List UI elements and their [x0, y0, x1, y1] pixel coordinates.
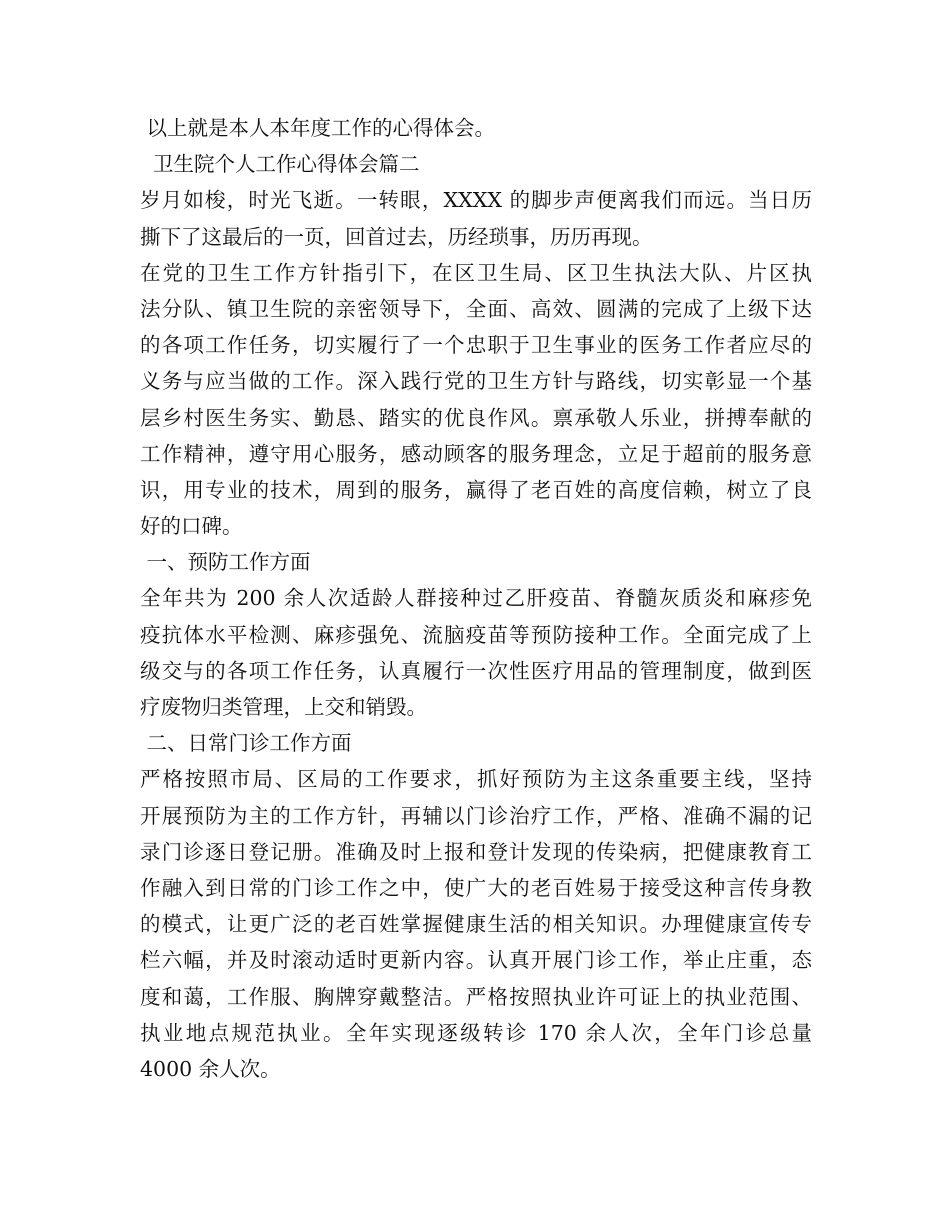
text-line: 度和蔼，工作服、胸牌穿戴整洁。严格按照执业许可证上的执业范围、 — [140, 984, 812, 1009]
text-line: 开展预防为主的工作方针，再辅以门诊治疗工作，严格、准确不漏的记 — [140, 803, 812, 828]
text-line: 好的口碑。 — [140, 514, 243, 539]
text-line: 识，用专业的技术，周到的服务，赢得了老百姓的高度信赖，树立了良 — [140, 477, 812, 502]
text-line: 的模式，让更广泛的老百姓掌握健康生活的相关知识。办理健康宣传专 — [140, 912, 812, 937]
text-line: 以上就是本人本年度工作的心得体会。 — [140, 116, 496, 140]
text-line: 层乡村医生务实、勤恳、踏实的优良作风。禀承敬人乐业，拼搏奉献的 — [140, 405, 812, 430]
text-line: 岁月如梭，时光飞逝。一转眼，XXXX 的脚步声便离我们而远。当日历 — [140, 188, 812, 213]
text-line: 一、预防工作方面 — [140, 550, 311, 575]
document-body — [140, 110, 812, 1087]
text-line: 录门诊逐日登记册。准确及时上报和登计发现的传染病，把健康教育工 — [140, 839, 812, 864]
text-line: 二、日常门诊工作方面 — [140, 731, 352, 756]
text-line: 工作精神，遵守用心服务，感动顾客的服务理念，立足于超前的服务意 — [140, 441, 812, 466]
text-line: 栏六幅，并及时滚动适时更新内容。认真开展门诊工作，举止庄重，态 — [140, 948, 812, 973]
text-line: 疫抗体水平检测、麻疹强免、流脑疫苗等预防接种工作。全面完成了上 — [140, 622, 812, 647]
text-line: 作融入到日常的门诊工作之中，使广大的老百姓易于接受这种言传身教 — [140, 875, 812, 900]
text-line: 的各项工作任务，切实履行了一个忠职于卫生事业的医务工作者应尽的 — [140, 333, 812, 358]
text-line: 全年共为 200 余人次适龄人群接种过乙肝疫苗、脊髓灰质炎和麻疹免 — [140, 586, 812, 611]
text-line: 级交与的各项工作任务，认真履行一次性医疗用品的管理制度，做到医 — [140, 658, 812, 683]
text-line: 执业地点规范执业。全年实现逐级转诊 170 余人次，全年门诊总量 — [140, 1020, 812, 1045]
text-line: 4000 余人次。 — [140, 1056, 281, 1081]
text-line: 法分队、镇卫生院的亲密领导下，全面、高效、圆满的完成了上级下达 — [140, 296, 812, 321]
text-line: 义务与应当做的工作。深入践行党的卫生方针与路线，切实彰显一个基 — [140, 369, 812, 394]
text-line: 严格按照市局、区局的工作要求，抓好预防为主这条重要主线，坚持 — [140, 767, 812, 792]
text-line: 撕下了这最后的一页，回首过去，历经琐事，历历再现。 — [140, 224, 653, 249]
text-line: 卫生院个人工作心得体会篇二 — [140, 152, 420, 177]
text-line: 疗废物归类管理，上交和销毁。 — [140, 695, 427, 719]
text-line: 在党的卫生工作方针指引下，在区卫生局、区卫生执法大队、片区执 — [140, 260, 812, 285]
